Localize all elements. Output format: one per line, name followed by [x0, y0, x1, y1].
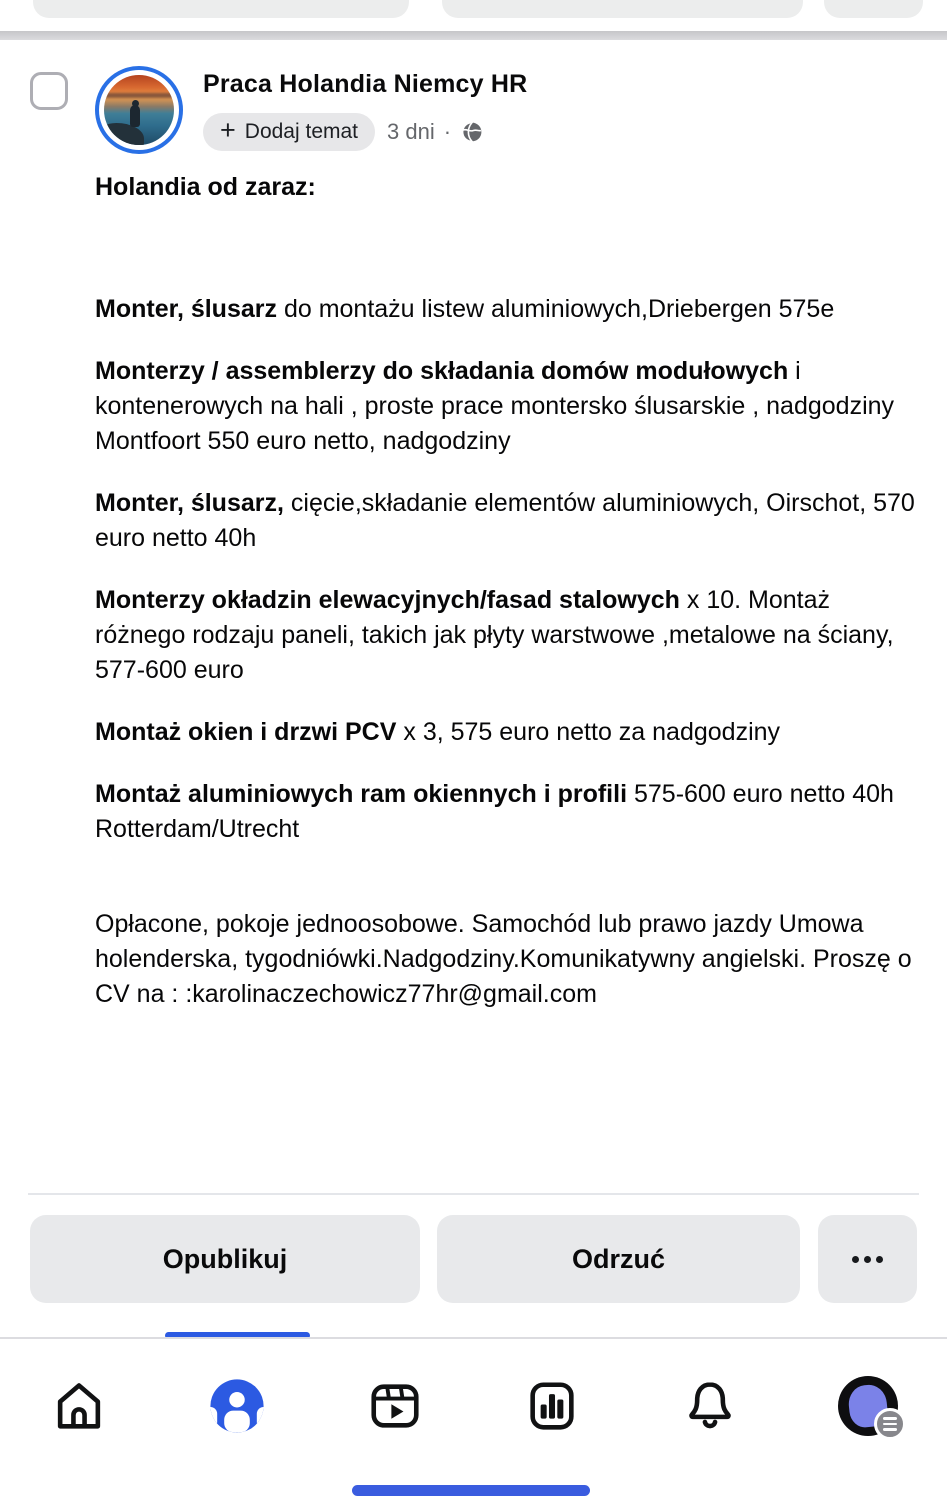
bottom-navbar: [0, 1339, 947, 1459]
post-paragraph: Montaż okien i drzwi PCV x 3, 575 euro netto za nadgodziny: [95, 718, 781, 746]
previous-card-publish-button[interactable]: [33, 0, 409, 18]
nav-tab-friends[interactable]: [158, 1339, 316, 1459]
feed-divider: [0, 31, 947, 40]
video-icon: [366, 1377, 424, 1435]
post-paragraph: Monter, ślusarz do montażu listew aluminiowych,Driebergen 575e: [95, 295, 835, 323]
post-paragraph: Monterzy / assemblerzy do składania domów modułowych i kontenerowych na hali , proste prace montersko ślusarskie , nadgodziny Montfoort 550 euro netto, nadgodziny: [95, 357, 895, 455]
avatar-photo: [104, 75, 174, 145]
post-paragraph: Monter, ślusarz, cięcie,składanie elementów aluminiowych, Oirschot, 570 euro netto 40h: [95, 489, 915, 552]
previous-card-reject-button[interactable]: [442, 0, 803, 18]
post-paragraph: Monterzy okładzin elewacyjnych/fasad stalowych x 10. Montaż różnego rodzaju paneli, takich jak płyty warstwowe ,metalowe na ściany, 577-600 euro: [95, 586, 894, 684]
group-avatar[interactable]: [95, 66, 183, 154]
post-meta-row: [203, 112, 484, 152]
post-paragraph: Holandia od zaraz:: [95, 173, 316, 201]
publish-button[interactable]: Opublikuj: [30, 1215, 420, 1303]
add-topic-button[interactable]: [203, 113, 375, 151]
nav-tab-menu[interactable]: [789, 1339, 947, 1459]
actions-divider: [28, 1193, 919, 1195]
menu-hamburger-badge: [874, 1408, 906, 1440]
dashboard-icon: [523, 1377, 581, 1435]
reject-button[interactable]: Odrzuć: [437, 1215, 800, 1303]
post-paragraph: Montaż aluminiowych ram okiennych i profili 575-600 euro netto 40h Rotterdam/Utrecht: [95, 780, 894, 843]
profile-avatar: [838, 1376, 898, 1436]
post-body: [95, 170, 925, 1012]
nav-tab-dashboard[interactable]: [473, 1339, 631, 1459]
add-topic-label: Dodaj temat: [244, 120, 359, 143]
globe-icon: [460, 120, 484, 144]
more-options-button[interactable]: [818, 1215, 917, 1303]
post-timestamp: [387, 119, 484, 145]
meta-separator: ·: [443, 119, 452, 144]
group-name[interactable]: Praca Holandia Niemcy HR: [203, 70, 528, 98]
post-select-checkbox[interactable]: [30, 72, 68, 110]
time-text: 3 dni: [387, 119, 435, 144]
home-icon: [50, 1377, 108, 1435]
post-paragraph: Opłacone, pokoje jednoosobowe. Samochód lub prawo jazdy Umowa holenderska, tygodniówki.Nadgodziny.Komunikatywny angielski. Proszę o CV na : :karolinaczechowicz77hr@gmail.com: [95, 910, 912, 1008]
nav-tab-notifications[interactable]: [631, 1339, 789, 1459]
ellipsis-icon: [852, 1256, 859, 1263]
nav-tab-video[interactable]: [316, 1339, 474, 1459]
previous-card-more-button[interactable]: [824, 0, 923, 18]
nav-tab-home[interactable]: [0, 1339, 158, 1459]
friends-icon: [208, 1377, 266, 1435]
bell-icon: [681, 1377, 739, 1435]
home-indicator[interactable]: [352, 1485, 590, 1496]
plus-icon: +: [220, 115, 236, 145]
